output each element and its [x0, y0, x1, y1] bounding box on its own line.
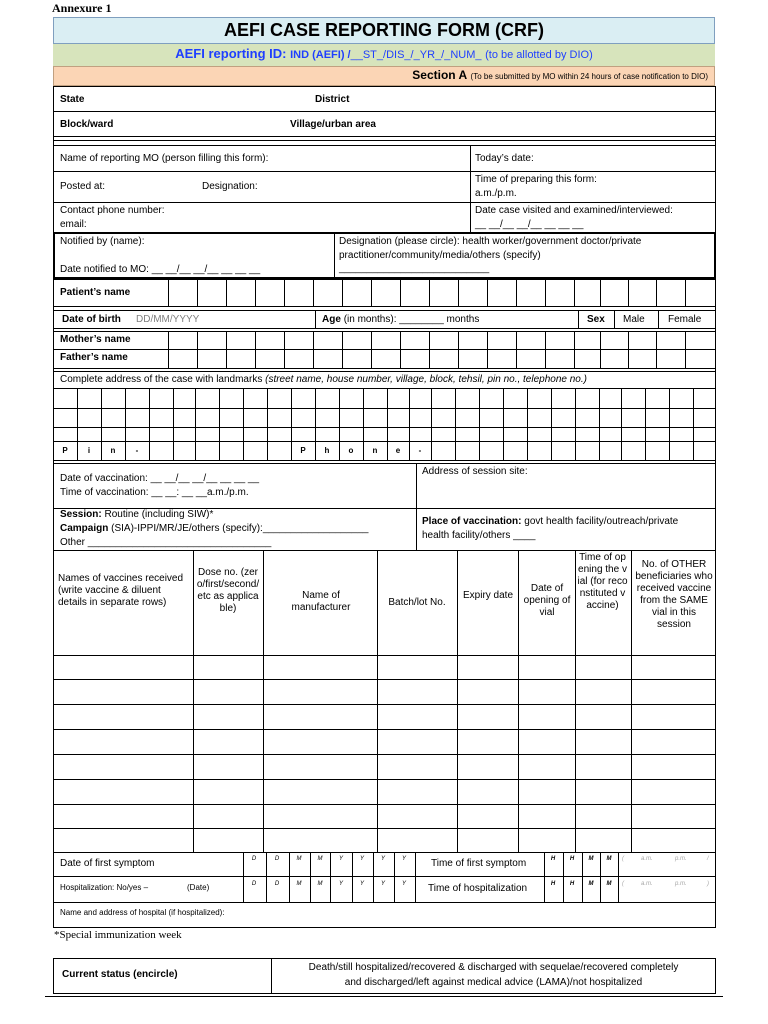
reporting-id-sep3: /: [441, 49, 445, 61]
place-label: Place of vaccination:: [422, 516, 522, 527]
dob-label: Date of birth: [62, 314, 121, 325]
phone-char: o: [348, 446, 354, 455]
age-rest: (in months): ________ months: [343, 314, 480, 325]
current-status-line2: and discharged/left against medical advice (LAMA)/not hospitalized: [344, 977, 643, 988]
email-label: email:: [60, 219, 87, 230]
phone-char: -: [418, 446, 422, 455]
hospitalization-date-char: Y: [359, 881, 364, 887]
reporting-id-note: (to be allotted by DIO): [485, 49, 593, 61]
father-name-label: Father’s name: [60, 352, 128, 363]
frame-right: [715, 86, 716, 928]
pin-char: -: [135, 446, 139, 455]
time-vaccination-label: Time of vaccination: __ __: __ __a.m./p.m.: [60, 487, 249, 498]
section-a-note: (To be submitted by MO within 24 hours of case notification to DIO): [470, 72, 708, 81]
place-line2: health facility/others ____: [422, 530, 536, 541]
vaccine-header-opening-date: Date of opening of vial: [523, 583, 571, 618]
address-note: (street name, house number, village, block, tehsil, pin no., telephone no.): [265, 374, 587, 385]
reporting-id-sep1: /: [383, 49, 387, 61]
reporting-id-st: __ST_: [350, 49, 384, 61]
phone-char: e: [395, 446, 401, 455]
frame-left: [53, 86, 54, 928]
contact-phone-label: Contact phone number:: [60, 205, 165, 216]
hospitalization-time-char: H: [569, 881, 575, 887]
district-label: District: [315, 94, 350, 105]
hospitalization-date-char: Y: [401, 881, 406, 887]
campaign-label: Campaign: [60, 523, 109, 534]
symptom-time-char: M: [606, 856, 612, 862]
symptom-date-char: Y: [401, 856, 406, 862]
symptom-date-char: Y: [338, 856, 343, 862]
phone-char: h: [324, 446, 330, 455]
notified-designation-3: ___________________________: [339, 263, 490, 274]
reporting-id-label: AEFI reporting ID:: [175, 46, 287, 61]
reporting-id-num: _NUM_: [444, 49, 482, 61]
symptom-date-char: D: [251, 856, 257, 862]
date-visited-label: Date case visited and examined/interviewed:: [475, 205, 673, 216]
date-vaccination-label: Date of vaccination: __ __/__ __/__ __ __ __: [60, 473, 260, 484]
vaccine-header-expiry: Expiry date: [462, 590, 514, 601]
symptom-date-char: Y: [380, 856, 385, 862]
session-label: Session:: [60, 509, 102, 520]
symptom-time-char: H: [569, 856, 575, 862]
date-notified-label: Date notified to MO: __ __/__ __/__ __ __ __: [60, 264, 261, 275]
hospitalization-date-char: M: [296, 881, 302, 887]
reporting-mo-label: Name of reporting MO (person filling this form):: [60, 153, 269, 164]
age-field: [322, 314, 479, 326]
notified-by-label: Notified by (name):: [60, 236, 145, 247]
vaccine-header-opening-time: Time of opening the vial (for reconstituted vaccine): [577, 552, 628, 611]
symptom-time-open: (: [622, 856, 624, 862]
pin-char: P: [62, 446, 68, 455]
hospitalization-date-char: M: [317, 881, 323, 887]
state-label: State: [60, 94, 85, 105]
pin-char: n: [110, 446, 116, 455]
vaccine-header-batch: Batch/lot No.: [388, 597, 446, 608]
hospital-name-label: Name and address of hospital (if hospitalized):: [60, 908, 225, 917]
vaccine-header-names: Names of vaccines received (write vaccine & diluent details in separate rows): [58, 573, 184, 608]
session-rest: Routine (including SIW)*: [104, 509, 214, 520]
vaccine-header-manufacturer: Name of manufacturer: [291, 590, 351, 613]
section-a-label: Section A: [412, 68, 468, 82]
time-preparing-ampm: a.m./p.m.: [475, 188, 517, 199]
hospitalization-time-char: H: [550, 881, 556, 887]
hospitalization-date-char: D: [274, 881, 280, 887]
hospitalization-date-char: Y: [338, 881, 343, 887]
time-hospitalization-label: Time of hospitalization: [428, 883, 528, 894]
phone-char: n: [372, 446, 378, 455]
phone-char: P: [300, 446, 306, 455]
age-label: Age: [322, 314, 341, 325]
symptom-time-pm: p.m.: [675, 856, 687, 862]
annexure-label: Annexure 1: [52, 1, 112, 15]
campaign-rest: (SIA)-IPPI/MR/JE/others (specify):___________________: [111, 523, 369, 534]
mother-name-label: Mother’s name: [60, 334, 131, 345]
female-option[interactable]: Female: [668, 314, 702, 325]
sex-label: Sex: [587, 314, 605, 325]
block-label: Block/ward: [60, 119, 114, 130]
male-option[interactable]: Male: [623, 314, 645, 325]
designation-label: Designation:: [202, 181, 258, 192]
notified-designation-1: Designation (please circle): health worker/government doctor/private: [339, 236, 642, 247]
session-field: [60, 509, 213, 521]
current-status-line1: Death/still hospitalized/recovered & discharged with sequelae/recovered completely: [308, 962, 679, 973]
symptom-date-char: M: [317, 856, 323, 862]
vaccine-header-dose: Dose no. (zero/first/second/etc as applicable): [196, 567, 260, 614]
first-symptom-label: Date of first symptom: [60, 858, 155, 869]
other-field: Other _________________________________: [60, 537, 272, 548]
bottom-rule: [45, 996, 723, 997]
place-field: [422, 516, 678, 528]
symptom-date-char: Y: [359, 856, 364, 862]
reporting-id-yr: _YR_: [413, 49, 442, 61]
symptom-date-char: M: [296, 856, 302, 862]
hospitalization-label: Hospitalization: No/yes –: [60, 883, 149, 892]
hospitalization-time-am: a.m.: [641, 881, 653, 887]
hospitalization-date-char: Y: [380, 881, 385, 887]
reporting-id-prefix: IND (AEFI) /: [290, 49, 351, 61]
footnote: *Special immunization week: [54, 929, 182, 941]
todays-date-label: Today’s date:: [475, 153, 534, 164]
symptom-time-char: M: [588, 856, 594, 862]
place-rest: govt health facility/outreach/private: [524, 516, 679, 527]
time-preparing-label: Time of preparing this form:: [475, 174, 597, 185]
patient-name-label: Patient’s name: [60, 287, 131, 298]
time-first-symptom-label: Time of first symptom: [431, 858, 527, 869]
section-a: [412, 69, 708, 83]
village-label: Village/urban area: [290, 119, 376, 130]
dob-placeholder: DD/MM/YYYY: [136, 314, 200, 325]
campaign-field: [60, 523, 369, 535]
address-label: Complete address of the case with landmarks: [60, 374, 263, 385]
pin-char: i: [87, 446, 91, 455]
hospitalization-time-close: ): [707, 881, 709, 887]
vaccine-header-other-beneficiaries: No. of OTHER beneficiaries who received vaccine from the SAME vial in this session: [635, 559, 713, 630]
hospitalization-time-char: M: [606, 881, 612, 887]
current-status-label: Current status (encircle): [62, 969, 178, 980]
symptom-time-close: /: [707, 856, 709, 862]
session-site-label: Address of session site:: [422, 466, 528, 477]
symptom-time-char: H: [550, 856, 556, 862]
hospitalization-time-open: (: [622, 881, 624, 887]
hospitalization-time-char: M: [588, 881, 594, 887]
hospitalization-date-word: (Date): [187, 883, 210, 892]
reporting-id-dis: DIS_: [386, 49, 411, 61]
hospitalization-date-char: D: [251, 881, 257, 887]
notified-designation-2: practitioner/community/media/others (specify): [339, 250, 541, 261]
hospitalization-time-pm: p.m.: [675, 881, 687, 887]
reporting-id: [53, 47, 715, 62]
posted-at-label: Posted at:: [60, 181, 106, 192]
date-visited-blank: __ __/__ __/__ __ __ __: [475, 219, 584, 230]
symptom-date-char: D: [274, 856, 280, 862]
form-title: AEFI CASE REPORTING FORM (CRF): [224, 20, 544, 40]
address-heading: [60, 374, 587, 386]
symptom-time-am: a.m.: [641, 856, 653, 862]
reporting-id-sep2: /: [410, 49, 414, 61]
